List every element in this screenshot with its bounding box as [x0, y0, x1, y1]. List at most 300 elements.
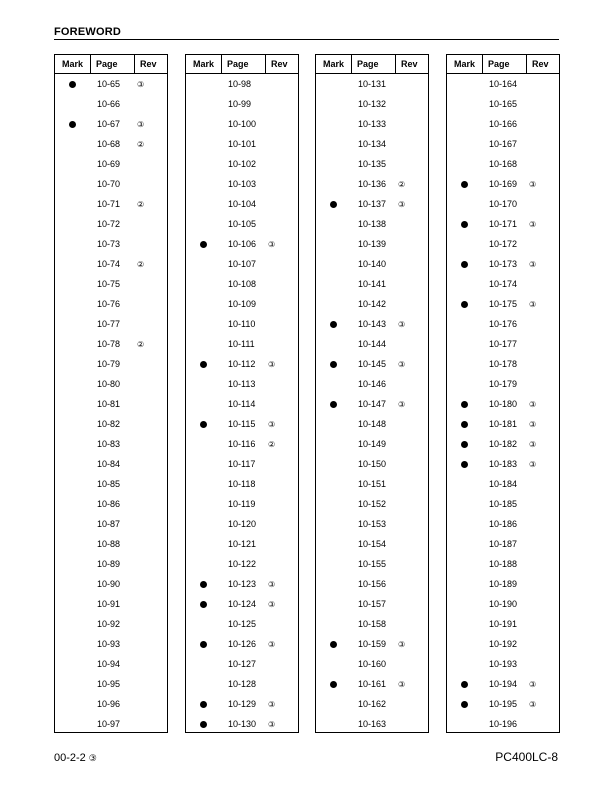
page-cell: 10-173 — [489, 259, 518, 269]
table-row — [55, 594, 167, 614]
table-row — [447, 654, 559, 674]
page-cell: 10-174 — [489, 279, 518, 289]
table-row — [316, 154, 428, 174]
table-row — [186, 534, 298, 554]
bullet-icon — [330, 401, 337, 408]
page-cell: 10-164 — [489, 79, 518, 89]
table-row — [186, 594, 298, 614]
mark-cell — [447, 441, 482, 448]
page-cell: 10-75 — [97, 279, 121, 289]
page-cell: 10-103 — [228, 179, 257, 189]
mark-cell — [316, 641, 351, 648]
rev-cell: ③ — [529, 219, 537, 229]
page-cell: 10-144 — [358, 339, 387, 349]
page-cell: 10-133 — [358, 119, 387, 129]
table-row — [316, 334, 428, 354]
page-cell: 10-184 — [489, 479, 518, 489]
table-row — [55, 314, 167, 334]
mark-cell — [55, 81, 90, 88]
table-row — [55, 514, 167, 534]
page-cell: 10-193 — [489, 659, 518, 669]
table-row — [186, 654, 298, 674]
table-row — [316, 274, 428, 294]
rev-cell: ② — [137, 139, 145, 149]
page-cell: 10-142 — [358, 299, 387, 309]
page-cell: 10-170 — [489, 199, 518, 209]
mark-cell — [447, 701, 482, 708]
page-cell: 10-68 — [97, 139, 121, 149]
bullet-icon — [461, 261, 468, 268]
page-cell: 10-73 — [97, 239, 121, 249]
rev-cell: ② — [137, 339, 145, 349]
rev-cell: ③ — [398, 359, 406, 369]
page-cell: 10-131 — [358, 79, 387, 89]
bullet-icon — [461, 681, 468, 688]
page-cell: 10-178 — [489, 359, 518, 369]
table-row — [186, 74, 298, 94]
page-cell: 10-108 — [228, 279, 257, 289]
page-cell: 10-122 — [228, 559, 257, 569]
rev-cell: ③ — [529, 259, 537, 269]
table-row — [55, 174, 167, 194]
table-row — [316, 134, 428, 154]
page-cell: 10-196 — [489, 719, 518, 729]
page-cell: 10-157 — [358, 599, 387, 609]
table-row — [55, 694, 167, 714]
table-row — [55, 194, 167, 214]
page-cell: 10-156 — [358, 579, 387, 589]
page-cell: 10-114 — [228, 399, 256, 409]
table-row — [447, 434, 559, 454]
page-cell: 10-132 — [358, 99, 387, 109]
page-cell: 10-141 — [358, 279, 387, 289]
page-cell: 10-185 — [489, 499, 518, 509]
table-row — [55, 394, 167, 414]
page-cell: 10-147 — [358, 399, 387, 409]
table-row — [447, 214, 559, 234]
page-cell: 10-168 — [489, 159, 518, 169]
table-header — [55, 55, 167, 74]
bullet-icon — [461, 441, 468, 448]
header-page: Page — [91, 55, 135, 73]
page-cell: 10-153 — [358, 519, 387, 529]
table-row — [447, 714, 559, 734]
header-rev: Rev — [401, 59, 418, 69]
table-row — [186, 314, 298, 334]
table-row — [447, 514, 559, 534]
table-row — [447, 494, 559, 514]
page-cell: 10-76 — [97, 299, 121, 309]
table-row — [447, 314, 559, 334]
page-cell: 10-139 — [358, 239, 387, 249]
table-row — [55, 274, 167, 294]
page-cell: 10-71 — [97, 199, 121, 209]
table-row — [186, 114, 298, 134]
page-cell: 10-78 — [97, 339, 121, 349]
page-cell: 10-189 — [489, 579, 518, 589]
table-row — [55, 654, 167, 674]
mark-cell — [447, 421, 482, 428]
page-cell: 10-186 — [489, 519, 518, 529]
table-row — [55, 114, 167, 134]
page-cell: 10-94 — [97, 659, 121, 669]
mark-cell — [316, 401, 351, 408]
table-row — [447, 414, 559, 434]
page-cell: 10-116 — [228, 439, 256, 449]
table-row — [447, 354, 559, 374]
bullet-icon — [200, 581, 207, 588]
page-cell: 10-98 — [228, 79, 252, 89]
page-cell: 10-188 — [489, 559, 518, 569]
page-cell: 10-169 — [489, 179, 518, 189]
page-cell: 10-113 — [228, 379, 256, 389]
mark-cell — [186, 361, 221, 368]
table-row — [316, 634, 428, 654]
page-cell: 10-137 — [358, 199, 387, 209]
table-row — [55, 254, 167, 274]
table-row — [447, 394, 559, 414]
table-row — [186, 694, 298, 714]
table-row — [316, 294, 428, 314]
bullet-icon — [69, 121, 76, 128]
page-cell: 10-74 — [97, 259, 121, 269]
table-row — [186, 414, 298, 434]
table-row — [55, 674, 167, 694]
table-row — [316, 234, 428, 254]
mark-cell — [316, 361, 351, 368]
page-cell: 10-171 — [489, 219, 518, 229]
page-cell: 10-84 — [97, 459, 121, 469]
page-cell: 10-160 — [358, 659, 387, 669]
page-cell: 10-77 — [97, 319, 121, 329]
mark-cell — [186, 421, 221, 428]
table-row — [186, 194, 298, 214]
page-cell: 10-82 — [97, 419, 121, 429]
revision-table-col-1 — [54, 54, 168, 733]
header-mark: Mark — [447, 55, 483, 73]
rev-cell: ③ — [398, 639, 406, 649]
mark-cell — [316, 321, 351, 328]
rev-cell: ③ — [268, 579, 276, 589]
page-cell: 10-159 — [358, 639, 387, 649]
page-cell: 10-123 — [228, 579, 257, 589]
page-cell: 10-110 — [228, 319, 256, 329]
table-row — [186, 434, 298, 454]
page-cell: 10-121 — [228, 539, 257, 549]
page-cell: 10-99 — [228, 99, 252, 109]
table-row — [316, 434, 428, 454]
table-row — [316, 314, 428, 334]
mark-cell — [55, 121, 90, 128]
table-row — [186, 674, 298, 694]
page-cell: 10-194 — [489, 679, 518, 689]
page-cell: 10-177 — [489, 339, 518, 349]
page-cell: 10-118 — [228, 479, 256, 489]
page-cell: 10-138 — [358, 219, 387, 229]
table-row — [186, 494, 298, 514]
page-cell: 10-130 — [228, 719, 257, 729]
page-cell: 10-125 — [228, 619, 257, 629]
table-row — [186, 634, 298, 654]
mark-cell — [186, 241, 221, 248]
page-cell: 10-96 — [97, 699, 121, 709]
page-cell: 10-183 — [489, 459, 518, 469]
table-row — [186, 274, 298, 294]
rev-cell: ③ — [529, 399, 537, 409]
mark-cell — [186, 581, 221, 588]
rev-cell: ② — [268, 439, 276, 449]
rev-cell: ③ — [268, 359, 276, 369]
table-row — [316, 694, 428, 714]
mark-cell — [447, 261, 482, 268]
table-row — [316, 394, 428, 414]
bullet-icon — [200, 361, 207, 368]
table-row — [186, 154, 298, 174]
page-cell: 10-91 — [97, 599, 121, 609]
table-row — [447, 254, 559, 274]
table-row — [55, 94, 167, 114]
page-cell: 10-167 — [489, 139, 518, 149]
bullet-icon — [200, 601, 207, 608]
table-row — [316, 574, 428, 594]
table-row — [186, 254, 298, 274]
table-row — [55, 554, 167, 574]
table-row — [55, 234, 167, 254]
table-row — [55, 634, 167, 654]
rev-cell: ③ — [268, 419, 276, 429]
header-rev: Rev — [532, 59, 549, 69]
table-row — [447, 234, 559, 254]
table-row — [447, 694, 559, 714]
table-row — [316, 714, 428, 734]
table-row — [55, 574, 167, 594]
table-row — [447, 674, 559, 694]
rev-cell: ③ — [529, 299, 537, 309]
rev-cell: ③ — [529, 439, 537, 449]
page-cell: 10-162 — [358, 699, 387, 709]
table-row — [55, 374, 167, 394]
table-row — [316, 534, 428, 554]
table-row — [316, 354, 428, 374]
rev-cell: ③ — [137, 79, 145, 89]
table-row — [316, 414, 428, 434]
page-cell: 10-192 — [489, 639, 518, 649]
table-row — [316, 654, 428, 674]
mark-cell — [316, 201, 351, 208]
table-row — [186, 554, 298, 574]
page-cell: 10-117 — [228, 459, 256, 469]
rev-cell: ② — [137, 199, 145, 209]
table-row — [316, 194, 428, 214]
page-cell: 10-100 — [228, 119, 257, 129]
page-cell: 10-172 — [489, 239, 518, 249]
page-cell: 10-165 — [489, 99, 518, 109]
table-row — [55, 74, 167, 94]
page-cell: 10-65 — [97, 79, 121, 89]
header-rev: Rev — [271, 59, 288, 69]
table-row — [447, 154, 559, 174]
table-row — [447, 74, 559, 94]
table-row — [316, 114, 428, 134]
table-row — [447, 194, 559, 214]
page-cell: 10-106 — [228, 239, 257, 249]
page-cell: 10-161 — [358, 679, 387, 689]
page-cell: 10-81 — [97, 399, 121, 409]
bullet-icon — [330, 681, 337, 688]
table-header — [186, 55, 298, 74]
page-cell: 10-154 — [358, 539, 387, 549]
page-cell: 10-111 — [228, 339, 255, 349]
page-cell: 10-126 — [228, 639, 257, 649]
rev-cell: ② — [398, 179, 406, 189]
mark-cell — [447, 301, 482, 308]
table-row — [447, 114, 559, 134]
mark-cell — [186, 601, 221, 608]
page-cell: 10-187 — [489, 539, 518, 549]
page-cell: 10-101 — [228, 139, 257, 149]
page-cell: 10-146 — [358, 379, 387, 389]
page-cell: 10-92 — [97, 619, 121, 629]
table-row — [316, 214, 428, 234]
table-row — [447, 454, 559, 474]
rev-cell: ③ — [529, 699, 537, 709]
page-cell: 10-129 — [228, 699, 257, 709]
page-cell: 10-97 — [97, 719, 121, 729]
page-cell: 10-104 — [228, 199, 257, 209]
table-row — [55, 494, 167, 514]
page-cell: 10-107 — [228, 259, 257, 269]
mark-cell — [447, 221, 482, 228]
rev-cell: ③ — [398, 319, 406, 329]
page-cell: 10-127 — [228, 659, 257, 669]
table-row — [316, 594, 428, 614]
page-cell: 10-176 — [489, 319, 518, 329]
page-cell: 10-148 — [358, 419, 387, 429]
page-cell: 10-115 — [228, 419, 256, 429]
page-cell: 10-124 — [228, 599, 257, 609]
revision-table-col-3 — [315, 54, 429, 733]
bullet-icon — [200, 421, 207, 428]
page-cell: 10-190 — [489, 599, 518, 609]
table-row — [186, 214, 298, 234]
table-row — [55, 414, 167, 434]
page-cell: 10-66 — [97, 99, 121, 109]
rev-cell: ③ — [268, 719, 276, 729]
page-cell: 10-86 — [97, 499, 121, 509]
bullet-icon — [200, 701, 207, 708]
revision-table-col-2 — [185, 54, 299, 733]
table-row — [316, 174, 428, 194]
page-cell: 10-109 — [228, 299, 257, 309]
page-cell: 10-155 — [358, 559, 387, 569]
table-row — [316, 254, 428, 274]
page-cell: 10-182 — [489, 439, 518, 449]
table-row — [55, 354, 167, 374]
table-row — [316, 514, 428, 534]
table-row — [447, 274, 559, 294]
rev-cell: ③ — [398, 679, 406, 689]
page-cell: 10-135 — [358, 159, 387, 169]
bullet-icon — [461, 181, 468, 188]
rev-cell: ③ — [529, 459, 537, 469]
page-cell: 10-150 — [358, 459, 387, 469]
footer-page-number — [54, 752, 97, 764]
rev-cell: ③ — [268, 699, 276, 709]
page-cell: 10-179 — [489, 379, 518, 389]
page-cell: 10-151 — [358, 479, 387, 489]
rev-cell: ③ — [268, 239, 276, 249]
header-rev: Rev — [140, 59, 157, 69]
mark-cell — [186, 701, 221, 708]
page-cell: 10-175 — [489, 299, 518, 309]
footer-page-code: 00-2-2 — [54, 752, 86, 764]
page-cell: 10-136 — [358, 179, 387, 189]
table-row — [447, 374, 559, 394]
page-cell: 10-72 — [97, 219, 121, 229]
page-cell: 10-181 — [489, 419, 518, 429]
table-row — [186, 374, 298, 394]
table-row — [186, 394, 298, 414]
header-rule — [54, 39, 559, 40]
table-row — [447, 534, 559, 554]
table-row — [316, 374, 428, 394]
mark-cell — [186, 641, 221, 648]
rev-cell: ③ — [529, 419, 537, 429]
bullet-icon — [461, 401, 468, 408]
bullet-icon — [330, 321, 337, 328]
page-cell: 10-102 — [228, 159, 257, 169]
page-cell: 10-166 — [489, 119, 518, 129]
page-cell: 10-158 — [358, 619, 387, 629]
bullet-icon — [461, 421, 468, 428]
table-row — [447, 174, 559, 194]
table-row — [186, 474, 298, 494]
page-cell: 10-163 — [358, 719, 387, 729]
mark-cell — [316, 681, 351, 688]
page-cell: 10-105 — [228, 219, 257, 229]
page-cell: 10-149 — [358, 439, 387, 449]
rev-cell: ③ — [268, 639, 276, 649]
rev-cell: ③ — [529, 179, 537, 189]
page-title: FOREWORD — [54, 26, 121, 38]
page-cell: 10-80 — [97, 379, 121, 389]
table-row — [316, 614, 428, 634]
table-row — [316, 94, 428, 114]
page-cell: 10-88 — [97, 539, 121, 549]
table-row — [186, 574, 298, 594]
header-mark: Mark — [316, 55, 352, 73]
page-cell: 10-119 — [228, 499, 256, 509]
rev-cell: ③ — [398, 199, 406, 209]
page-cell: 10-128 — [228, 679, 257, 689]
table-row — [186, 134, 298, 154]
table-row — [55, 334, 167, 354]
revision-table-col-4 — [446, 54, 560, 733]
mark-cell — [447, 401, 482, 408]
table-row — [447, 594, 559, 614]
table-row — [55, 614, 167, 634]
header-page: Page — [352, 55, 396, 73]
table-row — [186, 234, 298, 254]
table-row — [316, 494, 428, 514]
bullet-icon — [200, 721, 207, 728]
table-header — [316, 55, 428, 74]
table-row — [55, 454, 167, 474]
table-row — [55, 474, 167, 494]
table-row — [447, 634, 559, 654]
header-mark: Mark — [186, 55, 222, 73]
page-cell: 10-70 — [97, 179, 121, 189]
